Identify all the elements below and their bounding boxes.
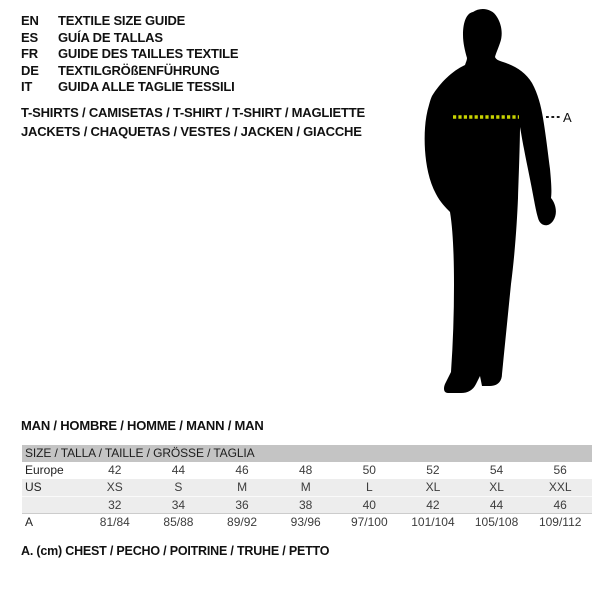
- size-value: 32: [108, 498, 122, 512]
- language-title: GUIDE DES TAILLES TEXTILE: [58, 46, 239, 62]
- measurement-footnote: A. (cm) CHEST / PECHO / POITRINE / TRUHE / PETTO: [21, 544, 330, 558]
- size-value: XS: [106, 480, 123, 494]
- size-value: 54: [489, 463, 504, 477]
- category-jackets: JACKETS / CHAQUETAS / VESTES / JACKEN / GIACCHE: [21, 123, 362, 139]
- language-title: TEXTILGRÖßENFÜHRUNG: [58, 62, 220, 78]
- language-title: GUÍA DE TALLAS: [58, 29, 163, 45]
- size-value: 81/84: [99, 515, 130, 529]
- size-value: 40: [362, 498, 376, 512]
- size-value: XL: [425, 480, 441, 494]
- size-value: 36: [235, 498, 249, 512]
- language-row: [21, 30, 238, 47]
- size-value: L: [365, 480, 373, 494]
- size-value: XL: [489, 480, 504, 494]
- measurement-letter: A: [563, 110, 572, 125]
- size-value: 56: [553, 463, 567, 477]
- language-row: [21, 13, 238, 30]
- size-value: 52: [426, 463, 440, 477]
- size-value: 44: [171, 463, 186, 477]
- size-value: M: [300, 480, 311, 494]
- table-row-numeric: [22, 496, 592, 513]
- size-table: [22, 445, 592, 530]
- size-value: 97/100: [350, 515, 388, 529]
- size-value: 42: [426, 498, 440, 512]
- language-row: [21, 46, 238, 63]
- size-guide-figure: [420, 8, 575, 408]
- language-row: [21, 63, 238, 80]
- size-value: 34: [171, 498, 186, 512]
- language-row: [21, 79, 238, 96]
- category-tshirts: T-SHIRTS / CAMISETAS / T-SHIRT / T-SHIRT / MAGLIETTE: [21, 105, 365, 120]
- table-row-europe: [22, 462, 592, 479]
- language-legend: [21, 13, 238, 96]
- size-value: 50: [362, 463, 376, 477]
- garment-categories: [21, 104, 365, 141]
- man-silhouette: [425, 9, 556, 393]
- size-value: XXL: [548, 480, 572, 494]
- language-code: FR: [21, 46, 38, 62]
- section-heading: MAN / HOMBRE / HOMME / MANN / MAN: [21, 418, 264, 433]
- size-value: 109/112: [538, 515, 582, 529]
- row-label: Europe: [25, 463, 64, 477]
- size-value: 44: [489, 498, 504, 512]
- size-value: 101/104: [411, 515, 455, 529]
- language-code: EN: [21, 13, 39, 28]
- table-row-us: [22, 479, 592, 496]
- size-value: M: [237, 480, 248, 494]
- size-value: 38: [299, 498, 313, 512]
- size-value: 42: [108, 463, 122, 477]
- size-value: 89/92: [227, 515, 258, 529]
- size-value: S: [174, 480, 183, 494]
- language-code: ES: [21, 29, 38, 45]
- size-table-header: SIZE / TALLA / TAILLE / GRÖSSE / TAGLIA: [22, 445, 592, 462]
- language-title: GUIDA ALLE TAGLIE TESSILI: [58, 79, 235, 95]
- language-code: DE: [21, 62, 39, 78]
- row-label: US: [25, 480, 42, 494]
- row-label: A: [25, 515, 34, 529]
- size-value: 48: [299, 463, 313, 477]
- language-code: IT: [21, 79, 33, 95]
- table-row-chest-cm: [22, 513, 592, 530]
- size-value: 85/88: [163, 515, 194, 529]
- size-value: 93/96: [290, 515, 321, 529]
- size-value: 105/108: [474, 515, 519, 529]
- row-label: [22, 497, 83, 513]
- language-title: TEXTILE SIZE GUIDE: [58, 13, 186, 28]
- size-value: 46: [235, 463, 249, 477]
- size-value: 46: [553, 498, 567, 512]
